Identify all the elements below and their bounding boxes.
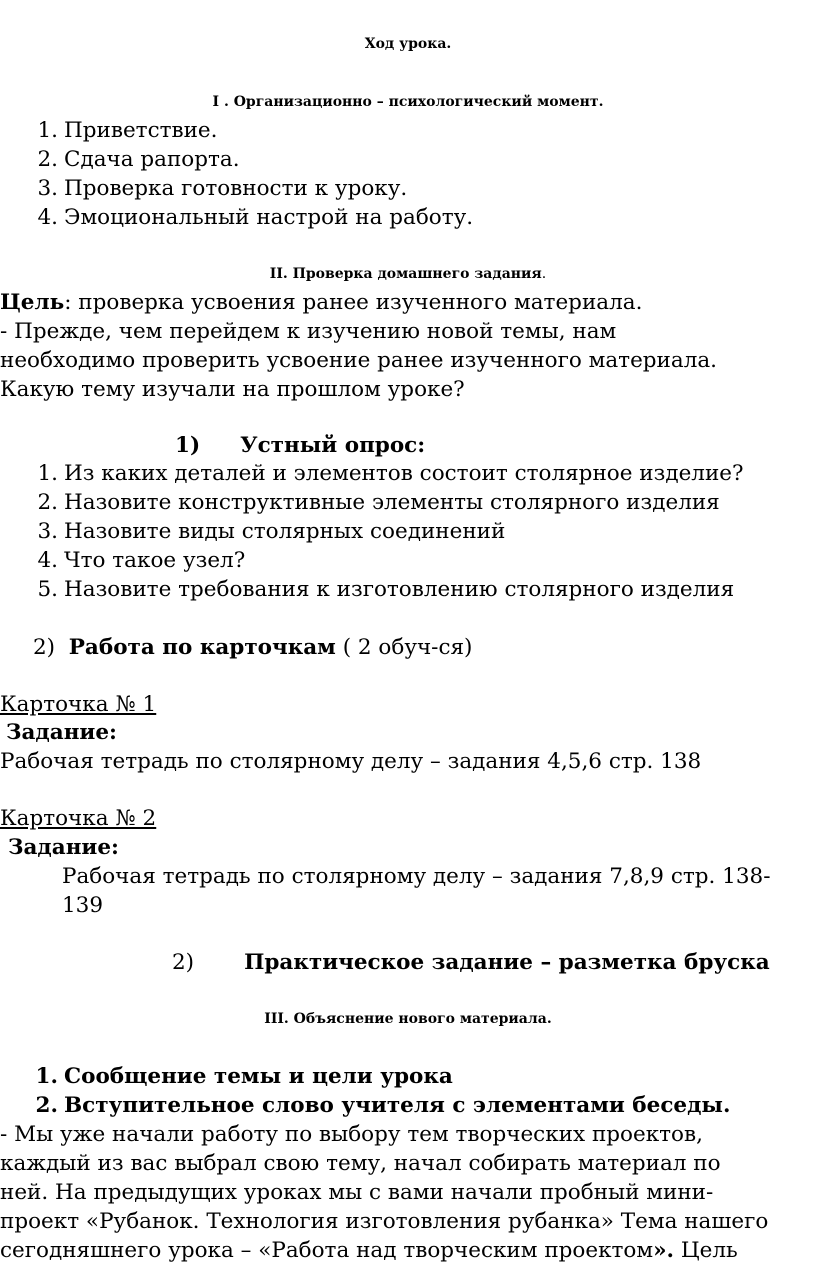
list-item: 2. Сдача рапорта. [37,147,240,172]
list-item: 2. Вступительное слово учителя с элементами беседы. [35,1093,731,1118]
list-item: 5. Назовите требования к изготовлению столярного изделия [37,577,735,602]
card1-task-text: Рабочая тетрадь по столярному делу – задания 4,5,6 стр. 138 [0,749,702,774]
paragraph-line: - Мы уже начали работу по выбору тем творческих проектов, [0,1122,703,1147]
oral-quiz-heading: 1) Устный опрос: [175,433,426,458]
card2-label: Карточка № 2 [0,806,157,831]
card2-task-text-cont: 139 [62,893,104,918]
list-item: 1. Из каких деталей и элементов состоит столярное изделие? [37,461,744,486]
section1-heading: I . Организационно – психологический момент. [212,94,604,110]
goal-label: Цель [0,290,65,315]
list-item: 3. Назовите виды столярных соединений [37,519,506,544]
practical-heading: 2) Практическое задание – разметка бруска [172,950,770,975]
list-item: 1. Сообщение темы и цели урока [35,1064,453,1089]
paragraph-line: проект «Рубанок. Технология изготовления рубанка» Тема нашего [0,1209,769,1234]
paragraph-line: необходимо проверить усвоение ранее изученного материала. [0,348,718,373]
list-item: 2. Назовите конструктивные элементы столярного изделия [37,490,720,515]
list-item: 4. Эмоциональный настрой на работу. [37,205,474,230]
card2-task-label: Задание: [8,835,119,860]
goal-line: Цель: проверка усвоения ранее изученного материала. [0,290,643,315]
cards-heading: 2) Работа по карточкам ( 2 обуч-ся) [33,635,473,660]
card1-label: Карточка № 1 [0,692,157,717]
list-item: 3. Проверка готовности к уроку. [37,176,408,201]
section2-heading: II. Проверка домашнего задания. [269,266,547,282]
paragraph-line: - Прежде, чем перейдем к изучению новой темы, нам [0,319,617,344]
paragraph-line: Какую тему изучали на прошлом уроке? [0,377,465,402]
card1-task-label: Задание: [6,720,117,745]
card2-task-text: Рабочая тетрадь по столярному делу – задания 7,8,9 стр. 138- [62,864,771,889]
paragraph-line: ней. На предыдущих уроках мы с вами начали пробный мини- [0,1180,714,1205]
section3-heading: III. Объяснение нового материала. [264,1011,552,1027]
page-title: Ход урока. [364,36,452,52]
list-item: 4. Что такое узел? [37,548,246,573]
paragraph-line: сегодняшнего урока – «Работа над творческим проектом». Цель [0,1238,738,1263]
list-item: 1. Приветствие. [37,118,218,143]
paragraph-line: каждый из вас выбрал свою тему, начал собирать материал по [0,1151,721,1176]
